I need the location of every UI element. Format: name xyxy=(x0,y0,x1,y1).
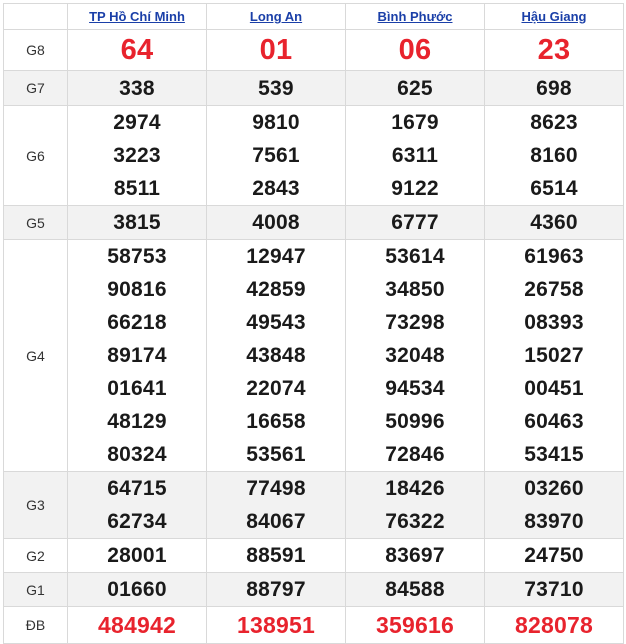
result-cell xyxy=(207,539,346,573)
result-cell xyxy=(68,607,207,644)
result-cell xyxy=(346,206,485,240)
result-number: 80324 xyxy=(107,443,167,466)
result-number: 9810 xyxy=(252,111,300,134)
result-cell xyxy=(346,106,485,206)
prize-row xyxy=(4,539,624,573)
result-number: 00451 xyxy=(524,377,584,400)
result-number: 18426 xyxy=(385,477,445,500)
prize-label: ĐB xyxy=(4,607,68,644)
prize-label: G7 xyxy=(4,71,68,106)
result-number: 03260 xyxy=(524,477,584,500)
result-number: 2843 xyxy=(252,177,300,200)
prize-row xyxy=(4,607,624,644)
result-cell xyxy=(68,206,207,240)
result-cell xyxy=(346,30,485,71)
result-cell xyxy=(68,240,207,472)
result-number: 61963 xyxy=(524,245,584,268)
result-number: 8511 xyxy=(113,177,161,200)
result-number: 62734 xyxy=(107,510,167,533)
result-number: 338 xyxy=(119,76,155,100)
result-number: 43848 xyxy=(246,344,306,367)
result-number: 8160 xyxy=(530,144,578,167)
result-cell xyxy=(68,472,207,539)
result-number: 539 xyxy=(258,76,294,100)
result-number: 32048 xyxy=(385,344,445,367)
result-number: 60463 xyxy=(524,410,584,433)
result-number: 58753 xyxy=(107,245,167,268)
result-cell xyxy=(207,206,346,240)
result-cell xyxy=(207,71,346,106)
province-link[interactable]: Long An xyxy=(249,9,303,24)
result-cell xyxy=(485,472,624,539)
result-number: 16658 xyxy=(246,410,306,433)
result-number: 06 xyxy=(398,34,432,66)
result-number: 9122 xyxy=(391,177,439,200)
province-header xyxy=(207,4,346,30)
result-number: 88797 xyxy=(246,578,306,601)
prize-row xyxy=(4,472,624,539)
result-number: 50996 xyxy=(385,410,445,433)
header-corner xyxy=(4,4,68,30)
result-cell xyxy=(207,106,346,206)
result-cell xyxy=(485,106,624,206)
result-number: 01641 xyxy=(107,377,167,400)
result-number: 23 xyxy=(537,34,571,66)
result-cell xyxy=(485,573,624,607)
result-cell xyxy=(207,472,346,539)
result-number: 3815 xyxy=(113,211,161,234)
result-number: 83970 xyxy=(524,510,584,533)
result-cell xyxy=(346,240,485,472)
result-number: 64 xyxy=(120,34,154,66)
result-number: 4360 xyxy=(530,211,578,234)
result-number: 73298 xyxy=(385,311,445,334)
result-number: 359616 xyxy=(376,612,454,638)
province-header-row xyxy=(4,4,624,30)
result-number: 42859 xyxy=(246,278,306,301)
result-number: 83697 xyxy=(385,544,445,567)
result-cell xyxy=(207,607,346,644)
prize-row xyxy=(4,71,624,106)
result-number: 7561 xyxy=(252,144,300,167)
result-number: 76322 xyxy=(385,510,445,533)
result-number: 138951 xyxy=(237,612,315,638)
result-number: 90816 xyxy=(107,278,167,301)
result-cell xyxy=(485,607,624,644)
result-number: 6311 xyxy=(391,144,439,167)
lottery-results-table xyxy=(3,3,624,644)
result-number: 08393 xyxy=(524,311,584,334)
result-cell xyxy=(485,30,624,71)
result-number: 34850 xyxy=(385,278,445,301)
prize-label: G1 xyxy=(4,573,68,607)
result-number: 94534 xyxy=(385,377,445,400)
province-link[interactable]: Hậu Giang xyxy=(521,9,587,24)
result-cell xyxy=(68,573,207,607)
result-cell xyxy=(68,106,207,206)
prize-label: G8 xyxy=(4,30,68,71)
result-number: 84588 xyxy=(385,578,445,601)
result-number: 698 xyxy=(536,76,572,100)
province-link[interactable]: Bình Phước xyxy=(377,9,453,24)
prize-row xyxy=(4,206,624,240)
prize-label: G2 xyxy=(4,539,68,573)
result-number: 6777 xyxy=(391,211,439,234)
result-number: 48129 xyxy=(107,410,167,433)
prize-row xyxy=(4,240,624,472)
province-header xyxy=(68,4,207,30)
result-cell xyxy=(346,539,485,573)
result-number: 22074 xyxy=(246,377,306,400)
result-number: 28001 xyxy=(107,544,167,567)
prize-row xyxy=(4,573,624,607)
result-cell xyxy=(485,240,624,472)
result-number: 4008 xyxy=(252,211,300,234)
province-link[interactable]: TP Hồ Chí Minh xyxy=(89,9,185,24)
result-cell xyxy=(485,539,624,573)
result-number: 66218 xyxy=(107,311,167,334)
prize-row xyxy=(4,30,624,71)
result-number: 8623 xyxy=(530,111,578,134)
result-number: 88591 xyxy=(246,544,306,567)
result-cell xyxy=(207,30,346,71)
result-number: 89174 xyxy=(107,344,167,367)
result-cell xyxy=(68,30,207,71)
result-number: 15027 xyxy=(524,344,584,367)
province-header xyxy=(485,4,624,30)
result-cell xyxy=(346,71,485,106)
result-number: 625 xyxy=(397,76,433,100)
result-number: 77498 xyxy=(246,477,306,500)
prize-label: G6 xyxy=(4,106,68,206)
result-number: 6514 xyxy=(530,177,578,200)
result-number: 828078 xyxy=(515,612,593,638)
result-number: 49543 xyxy=(246,311,306,334)
result-number: 24750 xyxy=(524,544,584,567)
prize-label: G5 xyxy=(4,206,68,240)
prize-label: G4 xyxy=(4,240,68,472)
result-cell xyxy=(68,539,207,573)
prize-label: G3 xyxy=(4,472,68,539)
result-number: 484942 xyxy=(98,612,176,638)
result-number: 01 xyxy=(259,34,293,66)
result-number: 72846 xyxy=(385,443,445,466)
result-number: 53561 xyxy=(246,443,306,466)
result-cell xyxy=(346,607,485,644)
result-number: 12947 xyxy=(246,245,306,268)
result-cell xyxy=(68,71,207,106)
result-number: 01660 xyxy=(107,578,167,601)
result-number: 3223 xyxy=(113,144,161,167)
result-cell xyxy=(346,573,485,607)
result-cell xyxy=(207,240,346,472)
result-cell xyxy=(207,573,346,607)
result-number: 2974 xyxy=(113,111,161,134)
result-number: 53614 xyxy=(385,245,445,268)
province-header xyxy=(346,4,485,30)
prize-row xyxy=(4,106,624,206)
result-number: 64715 xyxy=(107,477,167,500)
result-number: 26758 xyxy=(524,278,584,301)
result-cell xyxy=(485,71,624,106)
result-number: 1679 xyxy=(391,111,439,134)
result-number: 84067 xyxy=(246,510,306,533)
result-number: 53415 xyxy=(524,443,584,466)
result-number: 73710 xyxy=(524,578,584,601)
result-cell xyxy=(346,472,485,539)
result-cell xyxy=(485,206,624,240)
